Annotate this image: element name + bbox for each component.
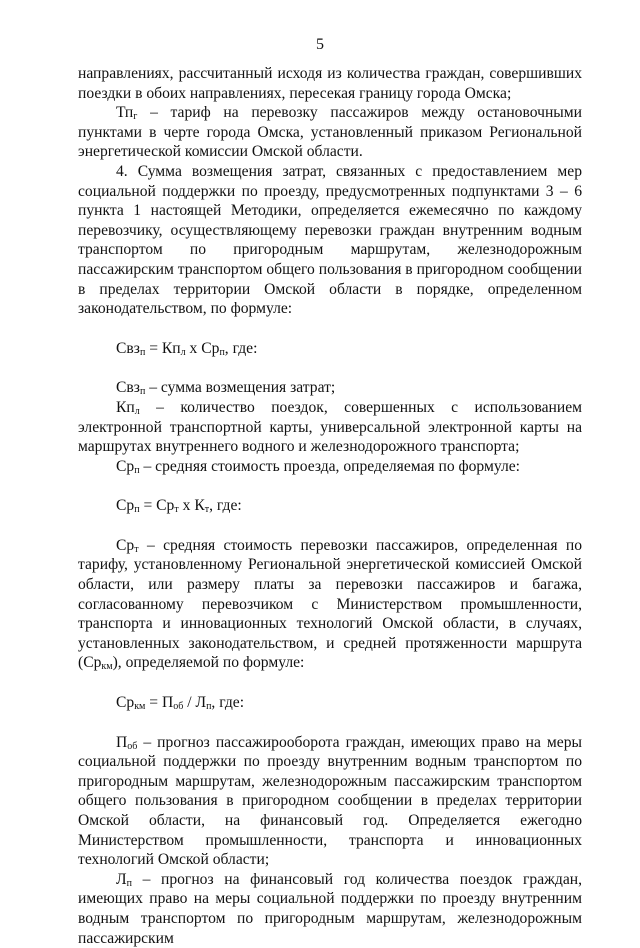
definition-srp: $Ср_п$ – средняя стоимость проезда, определяемая по формуле: bbox=[116, 457, 521, 476]
definition-kpl: $Кп_л$ – количество поездок, совершенных с использованием электронной транспортной карты, универсальной электронной карты на маршрутах внутреннего водного и железнодорожного транспорта; bbox=[78, 398, 582, 456]
formula-average-length: $Ср_{км} = П_{об} / Л_п$, где: bbox=[116, 694, 245, 713]
paragraph-continuation: направлениях, рассчитанный исходя из количества граждан, совершивших поездки в обоих направлениях, пересекая границу города Омска; bbox=[78, 65, 582, 102]
paragraph-tariff-definition: $Тп_г$ – тариф на перевозку пассажиров между остановочными пунктами в черте города Омска, установленный приказом Региональной энергетической комиссии Омской области. bbox=[78, 104, 582, 161]
definition-svz: Свз$_п$ – сумма возмещения затрат; bbox=[116, 379, 336, 398]
document-body bbox=[78, 64, 582, 948]
page-number: 5 bbox=[316, 36, 324, 53]
paragraph-item-4: 4. Сумма возмещения затрат, связанных с предоставлением мер социальной поддержки по проезду, предусмотренных подпунктами 3 – 6 пункта 1 настоящей Методики, определяется ежемесячно по каждому перевозчику, осуществляющему перевозки граждан внутренним водным транспортом по пригородным маршрутам, железнодорожным пассажирским транспортом общего пользования в пригородном сообщении в пределах территории Омской области в порядке, определенном законодательством, по формуле: bbox=[78, 162, 582, 318]
formula-compensation: $Свз_п = Кп_л$ x $Ср_п$, где: bbox=[116, 339, 258, 358]
definition-srt: $Ср_т$ – средняя стоимость перевозки пассажиров, определенная по тарифу, установленному Региональной энергетической комиссией Омской области, или размеру платы за перевозки пассажиров и багажа, согласованному перевозчиком с Министерством промышленности, транспорта и инновационных технологий Омской области, в случаях, установленных законодательством, и средней протяженности маршрута $(Ср_{км})$, определяемой по формуле: bbox=[78, 536, 582, 673]
definition-lp: $Л_п$ – прогноз на финансовый год количества поездок граждан, имеющих право на меры социальной поддержки по проезду внутренним водным транспортом по пригородным маршрутам, железнодорожным пассажирским bbox=[78, 870, 582, 947]
formula-average-cost: $Ср_п = Ср_т$ x $К_т$, где: bbox=[116, 497, 242, 516]
definition-pob: $П_{об}$ – прогноз пассажирооборота граждан, имеющих право на меры социальной поддержки по проезду внутренним водным транспортом по пригородным маршрутам, железнодорожным пассажирским транспортом общего пользования в пригородном сообщении в пределах территории Омской области, на финансовый год. Определяется ежегодно Министерством промышленности, транспорта и инновационных технологий Омской области; bbox=[78, 733, 582, 869]
